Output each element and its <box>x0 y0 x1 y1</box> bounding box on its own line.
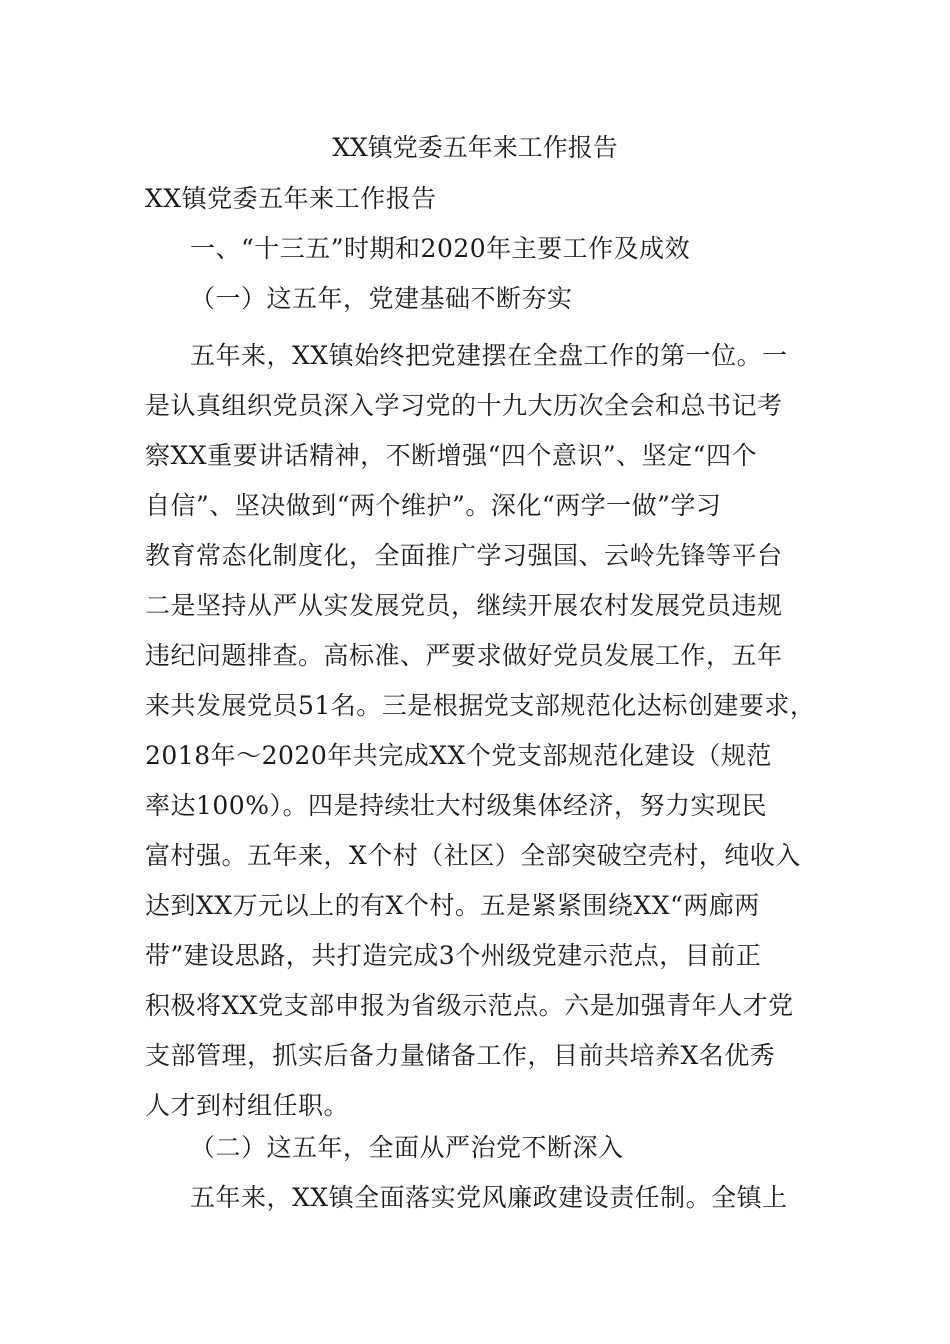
section-1-heading: 一、“十三五”时期和2020年主要工作及成效 <box>190 234 691 263</box>
paragraph-1-line: 积极将XX党支部申报为省级示范点。六是加强青年人才党 <box>145 991 794 1020</box>
paragraph-1-line: 是认真组织党员深入学习党的十九大历次全会和总书记考 <box>145 391 783 420</box>
document-title: XX镇党委五年来工作报告 <box>332 133 618 162</box>
subsection-2-heading: （二）这五年，全面从严治党不断深入 <box>190 1133 624 1162</box>
paragraph-2-line: 五年来，XX镇全面落实党风廉政建设责任制。全镇上 <box>190 1183 788 1212</box>
paragraph-1-line: 教育常态化制度化，全面推广学习强国、云岭先锋等平台 <box>145 541 783 570</box>
subsection-1-heading: （一）这五年，党建基础不断夯实 <box>190 284 573 313</box>
paragraph-1-line: 支部管理，抓实后备力量储备工作，目前共培养X名优秀 <box>145 1041 776 1070</box>
paragraph-1 <box>145 331 816 1131</box>
paragraph-1-line: 人才到村组任职。 <box>145 1091 350 1120</box>
paragraph-1-line: 五年来，XX镇始终把党建摆在全盘工作的第一位。一 <box>190 341 788 370</box>
paragraph-1-line: 来共发展党员51名。三是根据党支部规范化达标创建要求， <box>145 691 816 720</box>
paragraph-1-line: 富村强。五年来，X个村（社区）全部突破空壳村，纯收入 <box>145 841 801 870</box>
paragraph-1-line: 带”建设思路，共打造完成3个州级党建示范点，目前正 <box>145 941 762 970</box>
paragraph-1-line: 率达100%）。四是持续壮大村级集体经济，努力实现民 <box>145 791 767 820</box>
paragraph-1-line: 2018年～2020年共完成XX个党支部规范化建设（规范 <box>145 741 772 770</box>
paragraph-1-line: 二是坚持从严从实发展党员，继续开展农村发展党员违规 <box>145 591 783 620</box>
paragraph-1-line: 察XX重要讲话精神，不断增强“四个意识”、坚定“四个 <box>145 441 757 470</box>
paragraph-1-line: 达到XX万元以上的有X个村。五是紧紧围绕XX“两廊两 <box>145 891 760 920</box>
paragraph-1-line: 自信”、坚决做到“两个维护”。深化“两学一做”学习 <box>145 491 722 520</box>
paragraph-1-line: 违纪问题排查。高标准、严要求做好党员发展工作，五年 <box>145 641 783 670</box>
document-subtitle: XX镇党委五年来工作报告 <box>145 184 437 213</box>
